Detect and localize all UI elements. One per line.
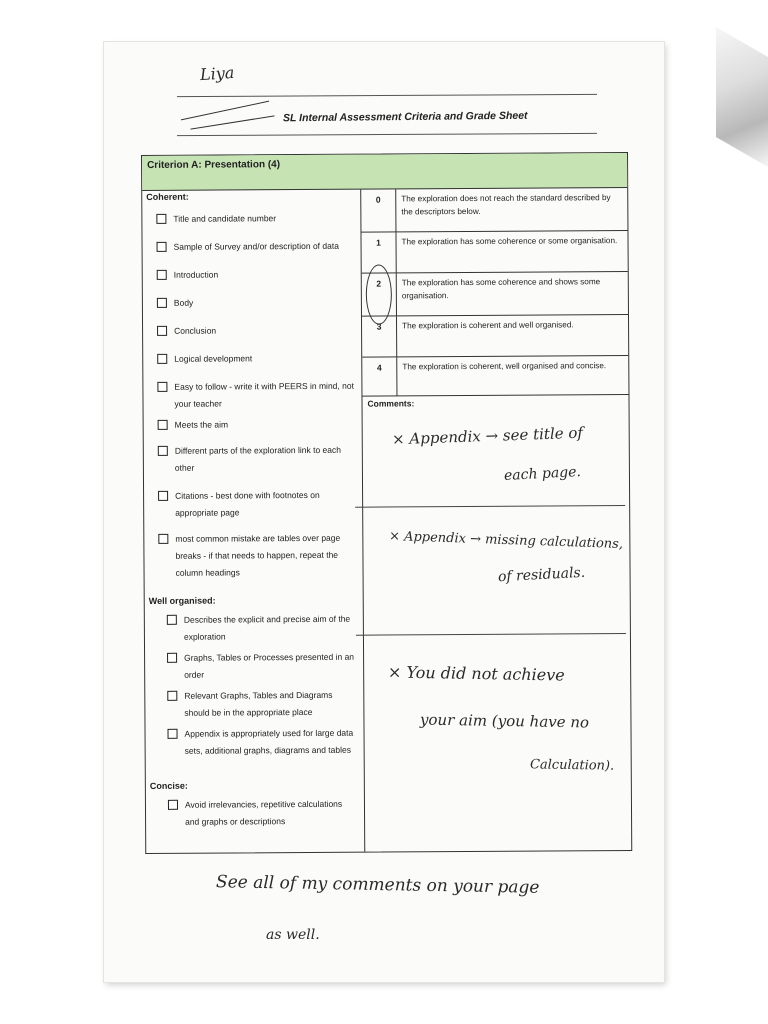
footer-note: as well.: [266, 927, 320, 943]
checkbox[interactable]: [157, 326, 167, 336]
grade-circle-mark: [366, 264, 392, 324]
levels-column: [361, 188, 631, 852]
level-descriptor: The exploration is coherent and well organised.: [402, 320, 574, 331]
section-concise: Concise:: [149, 780, 188, 791]
level-row-4: [362, 356, 628, 397]
checkbox[interactable]: [167, 653, 177, 663]
level-row-0: [361, 188, 627, 233]
sheet-title: SL Internal Assessment Criteria and Grade Sheet: [282, 109, 528, 125]
comment-divider-1: [355, 505, 625, 508]
comments-label: Comments:: [367, 398, 415, 409]
checklist-item: most common mistake are tables over page breaks - if that needs to happen, repeat the column headings: [158, 530, 358, 582]
checkbox[interactable]: [157, 382, 167, 392]
grade-table: [141, 152, 632, 854]
level-number: 0: [375, 194, 381, 205]
criterion-header: [142, 153, 627, 191]
checklist-item: Avoid irrelevancies, repetitive calculations and graphs or descriptions: [168, 796, 358, 831]
level-number: 2: [376, 278, 382, 289]
student-name: Liya: [199, 62, 235, 85]
level-descriptor: The exploration has some coherence or some organisation.: [401, 236, 618, 247]
section-coherent: Coherent:: [146, 191, 189, 202]
level-descriptor: The exploration has some coherence and shows some organisation.: [401, 277, 601, 301]
checklist-item: Citations - best done with footnotes on appropriate page: [158, 487, 358, 522]
checklist-item: Title and candidate number: [156, 210, 356, 228]
checkbox[interactable]: [168, 729, 178, 739]
level-descriptor: The exploration is coherent, well organised and concise.: [402, 361, 607, 372]
checkbox[interactable]: [157, 270, 167, 280]
comment-line: your aim (you have no: [419, 710, 590, 732]
checklist-item: Different parts of the exploration link to each other: [158, 442, 358, 477]
checklist-item: Sample of Survey and/or description of data: [157, 238, 357, 256]
checklist-item: Describes the explicit and precise aim of the exploration: [167, 611, 357, 646]
checklist-item: Meets the aim: [158, 416, 358, 434]
checkbox[interactable]: [158, 420, 168, 430]
checkbox[interactable]: [158, 534, 168, 544]
checklist-item: Relevant Graphs, Tables and Diagrams should be in the appropriate place: [167, 687, 357, 722]
level-number: 4: [376, 362, 382, 373]
criterion-title: Criterion A: Presentation (4): [147, 159, 281, 171]
checkbox[interactable]: [168, 800, 178, 810]
checklist-item: Body: [157, 294, 357, 312]
comment-line: each page.: [503, 463, 582, 485]
checklist-item: Easy to follow - write it with PEERS in mind, not your teacher: [157, 378, 357, 413]
checkbox[interactable]: [167, 615, 177, 625]
checkbox[interactable]: [157, 354, 167, 364]
checklist-column: [142, 190, 364, 853]
level-number: 1: [376, 237, 381, 248]
checklist-item: Introduction: [157, 266, 357, 284]
checkbox[interactable]: [156, 214, 166, 224]
comment-line: × Appendix → see title of: [391, 423, 584, 449]
checkbox[interactable]: [158, 491, 168, 501]
comment-divider-2: [356, 633, 626, 636]
level-row-2: [362, 272, 628, 317]
comment-line: of residuals.: [497, 564, 586, 586]
comment-line: × You did not achieve: [387, 662, 565, 685]
checklist-item: Logical development: [157, 350, 357, 368]
level-row-3: [362, 315, 628, 358]
section-well-organised: Well organised:: [148, 595, 216, 606]
level-descriptor: The exploration does not reach the standard described by the descriptors below.: [401, 193, 611, 217]
page-edge-shadow: [716, 27, 768, 167]
checkbox[interactable]: [158, 446, 168, 456]
level-row-1: [361, 231, 627, 274]
checkbox[interactable]: [167, 691, 177, 701]
checkbox[interactable]: [157, 298, 167, 308]
footer-note: See all of my comments on your page: [215, 872, 540, 898]
level-number: 3: [376, 321, 382, 332]
checklist-item: Appendix is appropriately used for large data sets, additional graphs, diagrams and tables: [167, 725, 357, 760]
checklist-item: Graphs, Tables or Processes presented in an order: [167, 649, 357, 684]
checklist-item: Conclusion: [157, 322, 357, 340]
checkbox[interactable]: [157, 242, 167, 252]
comment-line: Calculation).: [529, 757, 615, 774]
comment-line: × Appendix → missing calculations,: [388, 528, 624, 553]
